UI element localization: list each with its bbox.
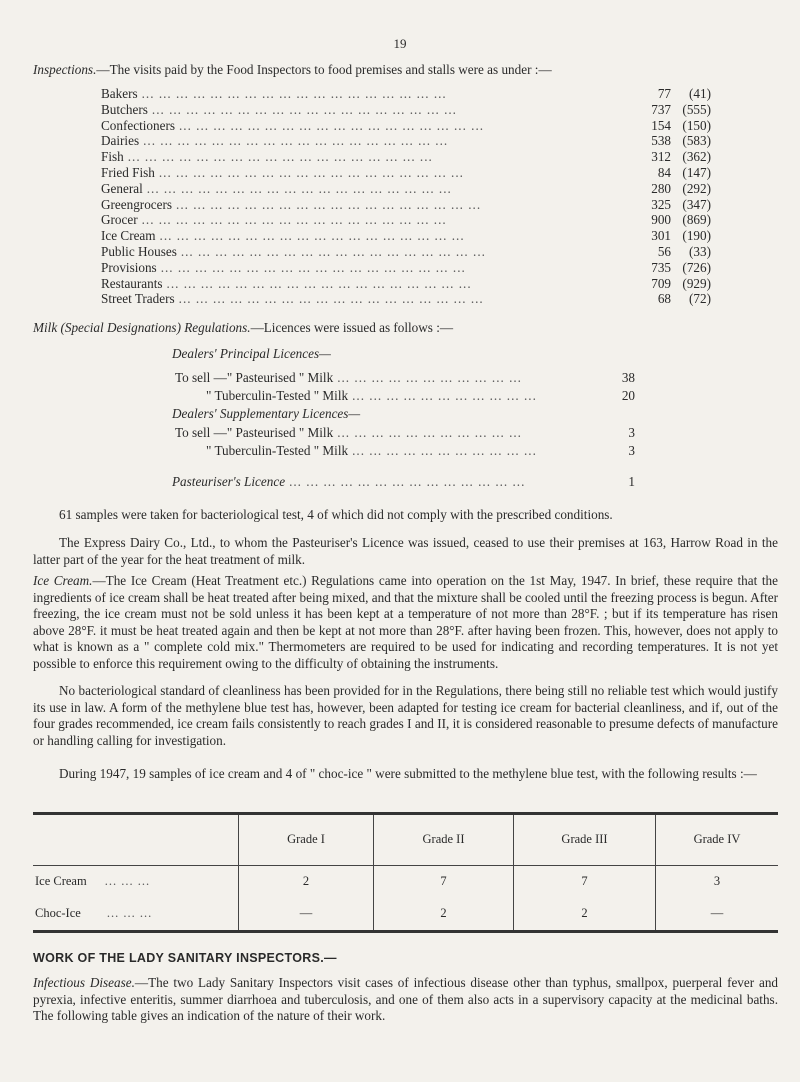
table-header-cell: Grade II [374,814,514,866]
ice-cream-paragraph-3: During 1947, 19 samples of ice cream and 4 of " choc-ice " were submitted to the methylene blue test, with the following results :— [59,766,757,781]
infectious-disease-paragraph: Infectious Disease.—The two Lady Sanitary Inspectors visit cases of infectious disease other than typhus, smallpox, puerperal fever and pyrexia, infective enteritis, summer diarrhoea and tuberculosis, and one of them also acts in a supervisory capacity at the medicinal baths. The following table gives an indication of the nature of their work. [33,975,779,1023]
inspection-prev-count: (583) [682,133,711,149]
inspection-row: Fried Fish ... ... ... ... ... ... ... ... ... ... ... ... ... ... ... ... ... ... 84 (147) [101,165,711,180]
inspection-label: Public Houses [101,244,177,259]
express-dairy-paragraph: The Express Dairy Co., Ltd., to whom the Pasteuriser's Licence was issued, ceased to use their premises at 163, Harrow Road in the latter part of the year for the heat treatment of milk. [33,535,778,567]
table-header-cell [33,814,239,866]
row-label: Ice Cream ... ... ... [35,874,151,889]
inspection-label: Ice Cream [101,228,156,244]
milk-intro-text: —Licences were issued as follows :— [250,320,454,335]
page-number: 19 [393,36,407,51]
inspection-row: Dairies ... ... ... ... ... ... ... ... ... ... ... ... ... ... ... ... ... ... 538 (583) [101,133,711,149]
inspection-row: Confectioners ... ... ... ... ... ... ... ... ... ... ... ... ... ... ... ... ... ... 154 (150) [101,117,711,133]
table-cell: 2 [239,866,374,899]
table-cell: 2 [374,898,514,932]
inspection-row: Provisions ... ... ... ... ... ... ... ... ... ... ... ... ... ... ... ... ... ... 735 (726) [101,259,711,275]
inspection-count: 301 [651,228,671,244]
table-header-cell: Grade IV [656,814,779,866]
inspection-prev-count: (190) [682,228,711,244]
inspection-count: 737 [651,101,671,117]
inspection-prev-count: (555) [682,101,711,117]
inspection-label: Dairies [101,133,140,149]
table-header-cell: Grade I [239,814,374,866]
methylene-blue-results-table [33,812,778,933]
supplementary-licences-heading: Dealers' Supplementary Licences— [172,406,361,421]
table-cell: 7 [374,866,514,899]
inspection-count: 154 [651,117,671,133]
licence-row: To sell —" Pasteurised " Milk ... ... ... ... ... ... ... ... ... ... ... 38 [175,370,635,385]
inspection-row: Street Traders ... ... ... ... ... ... ... ... ... ... ... ... ... ... ... ... ... ... 68 (72) [101,291,711,307]
table-header-row [33,814,778,866]
inspection-count: 709 [651,275,671,291]
inspection-count: 68 [657,291,671,307]
row-label: Choc-Ice ... ... ... [35,906,153,921]
inspection-count: 900 [651,212,671,228]
table-row [33,866,778,899]
inspection-label: General [101,180,143,196]
table-header-cell: Grade III [514,814,656,866]
inspection-prev-count: (292) [682,180,711,196]
inspection-row: Greengrocers ... ... ... ... ... ... ... ... ... ... ... ... ... ... ... ... ... ... 325 (347) [101,196,711,212]
infectious-disease-heading: Infectious Disease. [33,975,135,990]
table-cell: 3 [656,866,779,899]
samples-paragraph: 61 samples were taken for bacteriological test, 4 of which did not comply with the prescribed conditions. [59,507,613,522]
inspection-label: Bakers [101,86,138,101]
table-cell: — [239,898,374,932]
inspection-label: Provisions [101,259,157,275]
inspection-count: 325 [651,196,671,212]
inspection-label: Fried Fish [101,165,155,180]
inspection-label: Restaurants [101,275,163,291]
inspection-prev-count: (41) [689,86,711,101]
inspection-row: Grocer ... ... ... ... ... ... ... ... ... ... ... ... ... ... ... ... ... ... 900 (869) [101,212,711,228]
table-row [33,898,778,932]
inspection-prev-count: (33) [689,244,711,259]
inspection-prev-count: (147) [682,165,711,180]
table-cell: 2 [514,898,656,932]
inspection-label: Grocer [101,212,138,228]
principal-licences-heading: Dealers' Principal Licences— [172,346,331,361]
licence-row: " Tuberculin-Tested " Milk ... ... ... ... ... ... ... ... ... ... ... 20 [206,388,635,403]
inspection-count: 77 [657,86,671,101]
licence-row: To sell —" Pasteurised " Milk ... ... ... ... ... ... ... ... ... ... ... 3 [175,425,635,440]
inspection-row: Bakers ... ... ... ... ... ... ... ... ... ... ... ... ... ... ... ... ... ... 77 (41) [101,86,711,101]
inspection-row: Public Houses ... ... ... ... ... ... ... ... ... ... ... ... ... ... ... ... ... ... 56 (33) [101,244,711,259]
inspection-row: Restaurants ... ... ... ... ... ... ... ... ... ... ... ... ... ... ... ... ... ... 709 (929) [101,275,711,291]
inspection-count: 56 [657,244,671,259]
inspection-row: Fish ... ... ... ... ... ... ... ... ... ... ... ... ... ... ... ... ... ... 312 (362) [101,149,711,165]
inspection-prev-count: (150) [682,117,711,133]
inspection-prev-count: (726) [682,259,711,275]
inspection-label: Fish [101,149,124,165]
inspection-prev-count: (929) [682,275,711,291]
inspection-count: 280 [651,180,671,196]
inspection-count: 735 [651,259,671,275]
milk-heading: Milk (Special Designations) Regulations. [33,320,251,335]
ice-cream-paragraph-2: No bacteriological standard of cleanliness has been provided for in the Regulations, there being still no reliable test which would justify its use in law. A form of the methylene blue test has, however, been adapted for testing ice cream for bacterial cleanliness, and if, out of the four grades recommended, ice cream fails consistently to reach grades I and II, it is considered reasonable to presume defects of manufacture or handling calling for investigation. [33,683,778,748]
milk-intro [33,320,778,337]
inspection-prev-count: (869) [682,212,711,228]
table-cell: 7 [514,866,656,899]
inspections-intro [33,62,778,79]
inspection-row: General ... ... ... ... ... ... ... ... ... ... ... ... ... ... ... ... ... ... 280 (292) [101,180,711,196]
ice-cream-paragraph-1: Ice Cream.—The Ice Cream (Heat Treatment etc.) Regulations came into operation on the 1st May, 1947. In brief, these require that the ingredients of ice cream shall be heat treated after being mixed, and that the mixture shall be cooled until the freezing process is begun. After freezing, the ice cream must not be sold unless it has been kept at a temperature of not more than 28°F. ; but if its temperature has risen above 28°F. it must be heat treated again and then be kept at not more than 28°F. after having been frozen. This, however, does not apply to what is known as a " complete cold mix." Thermometers are required to be used for indicating and recording temperatures. It is not yet possible to enforce this requirement owing to the difficulty of obtaining the instruments. [33,573,778,671]
inspection-label: Confectioners [101,117,175,133]
inspections-heading: Inspections. [33,62,97,77]
table-cell: — [656,898,779,932]
inspection-count: 84 [657,165,671,180]
inspection-label: Butchers [101,101,148,117]
inspection-row: Butchers ... ... ... ... ... ... ... ... ... ... ... ... ... ... ... ... ... ... 737 (555) [101,101,711,117]
inspection-prev-count: (72) [689,291,711,307]
lady-inspectors-heading: WORK OF THE LADY SANITARY INSPECTORS.— [33,951,337,965]
inspection-prev-count: (347) [682,196,711,212]
inspection-count: 538 [651,133,671,149]
pasteuriser-licence-row: Pasteuriser's Licence ... ... ... ... ... ... ... ... ... ... ... ... ... ... 1 [172,474,635,489]
inspection-label: Street Traders [101,291,175,307]
inspections-intro-text: —The visits paid by the Food Inspectors to food premises and stalls were as under :— [96,62,552,77]
inspection-count: 312 [651,149,671,165]
inspection-label: Greengrocers [101,196,173,212]
inspection-prev-count: (362) [682,149,711,165]
inspection-row: Ice Cream ... ... ... ... ... ... ... ... ... ... ... ... ... ... ... ... ... ... 301 (190) [101,228,711,244]
ice-cream-heading: Ice Cream. [33,573,93,588]
licence-row: " Tuberculin-Tested " Milk ... ... ... ... ... ... ... ... ... ... ... 3 [206,443,635,458]
